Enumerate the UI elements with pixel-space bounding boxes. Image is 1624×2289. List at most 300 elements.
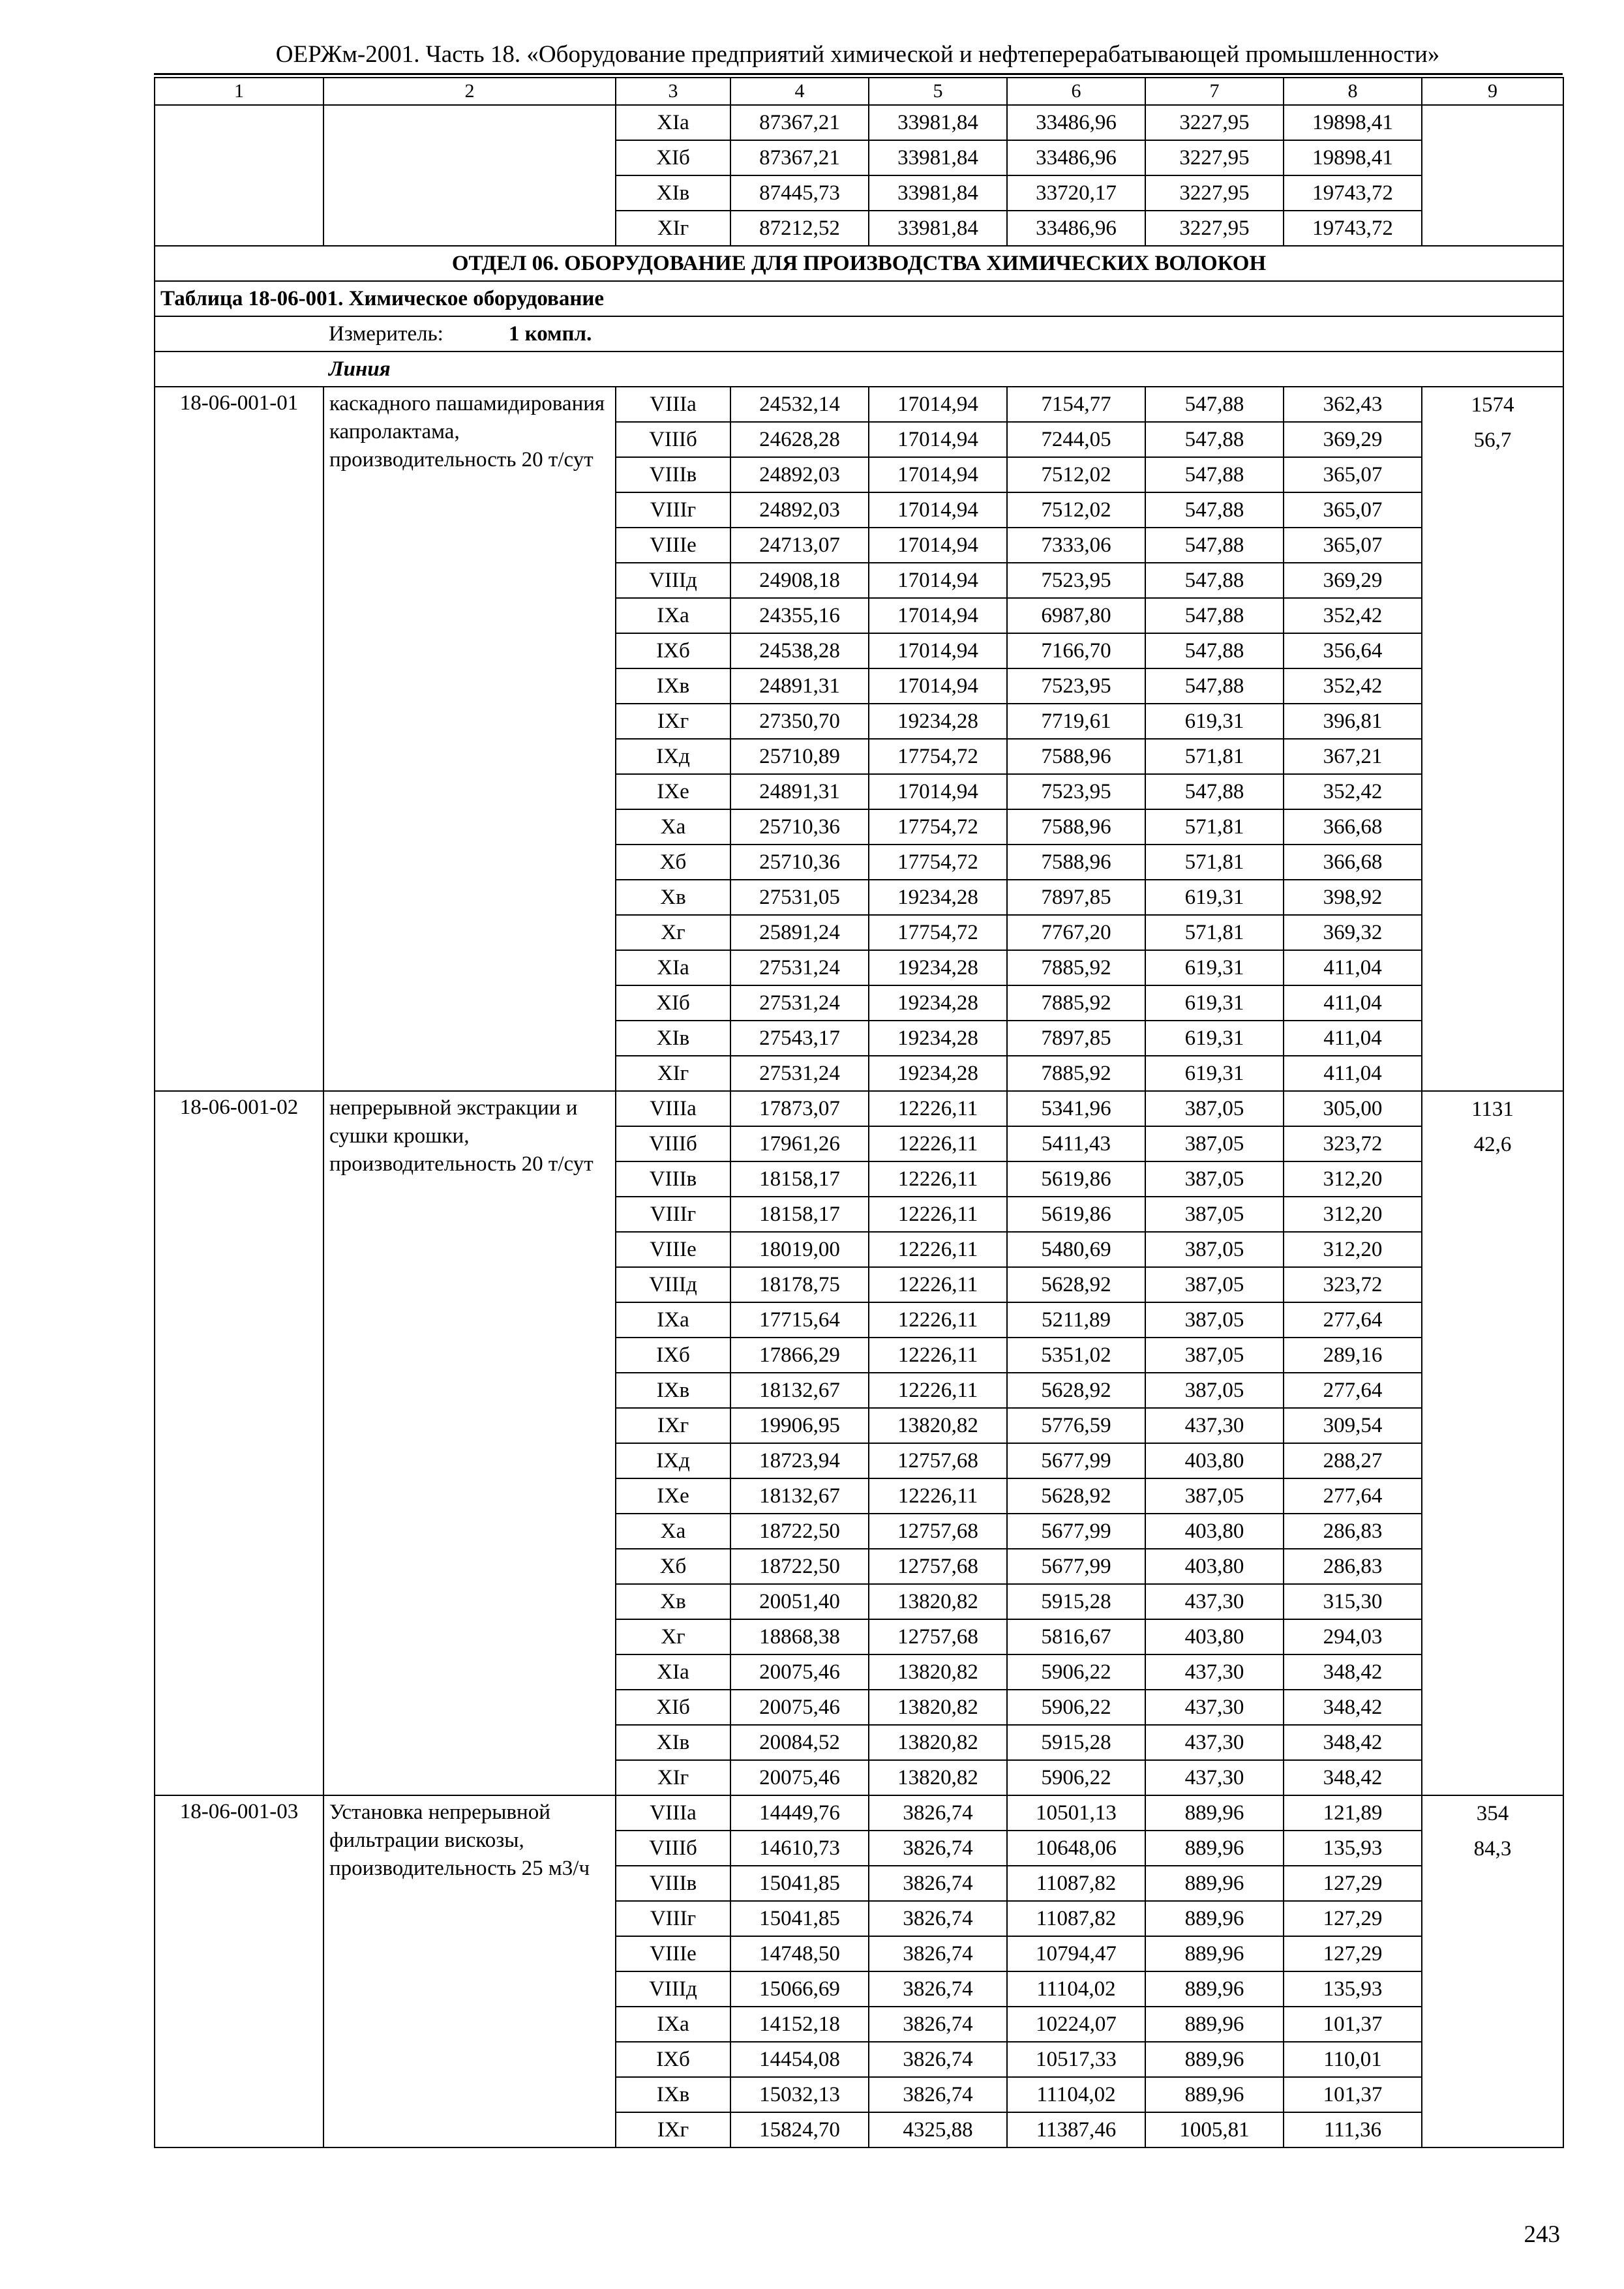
name-cell: непрерывной экстракции и сушки крошки, производительность 20 т/сут <box>323 1091 616 1795</box>
value-cell: 17754,72 <box>869 845 1007 880</box>
name-cell: каскадного пашамидирования капролактама, производительность 20 т/сут <box>323 387 616 1091</box>
value-cell: 889,96 <box>1145 2007 1284 2042</box>
region-cell: XIа <box>616 105 730 140</box>
value-cell: 312,20 <box>1284 1232 1422 1267</box>
value-cell: 398,92 <box>1284 880 1422 915</box>
value-cell: 547,88 <box>1145 563 1284 598</box>
value-cell: 5628,92 <box>1007 1478 1145 1514</box>
region-cell: VIIIб <box>616 1831 730 1866</box>
table-title-row <box>155 281 1563 316</box>
value-cell: 27531,24 <box>730 950 869 985</box>
value-cell: 3826,74 <box>869 1901 1007 1936</box>
extra-value: 56,7 <box>1473 428 1512 452</box>
column-number-cell: 8 <box>1284 78 1422 105</box>
value-cell: 619,31 <box>1145 1056 1284 1091</box>
name-cell <box>323 105 616 246</box>
value-cell: 25710,36 <box>730 809 869 845</box>
value-cell: 24891,31 <box>730 668 869 704</box>
value-cell: 571,81 <box>1145 739 1284 774</box>
region-cell: IXг <box>616 2112 730 2147</box>
value-cell: 3826,74 <box>869 2007 1007 2042</box>
value-cell: 25891,24 <box>730 915 869 950</box>
value-cell: 547,88 <box>1145 528 1284 563</box>
value-cell: 87367,21 <box>730 140 869 175</box>
value-cell: 5906,22 <box>1007 1690 1145 1725</box>
value-cell: 121,89 <box>1284 1795 1422 1831</box>
value-cell: 18132,67 <box>730 1373 869 1408</box>
value-cell: 7166,70 <box>1007 633 1145 668</box>
value-cell: 547,88 <box>1145 633 1284 668</box>
value-cell: 547,88 <box>1145 774 1284 809</box>
value-cell: 18722,50 <box>730 1514 869 1549</box>
value-cell: 13820,82 <box>869 1690 1007 1725</box>
value-cell: 11387,46 <box>1007 2112 1145 2147</box>
value-cell: 5411,43 <box>1007 1126 1145 1161</box>
line-label: Линия <box>329 357 391 381</box>
region-cell: IXа <box>616 598 730 633</box>
value-cell: 1005,81 <box>1145 2112 1284 2147</box>
value-cell: 17866,29 <box>730 1338 869 1373</box>
value-cell: 18722,50 <box>730 1549 869 1584</box>
region-cell: VIIIд <box>616 563 730 598</box>
value-cell: 14449,76 <box>730 1795 869 1831</box>
region-cell: VIIIг <box>616 492 730 528</box>
value-cell: 352,42 <box>1284 774 1422 809</box>
value-cell: 13820,82 <box>869 1654 1007 1690</box>
value-cell: 10794,47 <box>1007 1936 1145 1971</box>
value-cell: 305,00 <box>1284 1091 1422 1126</box>
value-cell: 619,31 <box>1145 880 1284 915</box>
value-cell: 14610,73 <box>730 1831 869 1866</box>
value-cell: 17014,94 <box>869 457 1007 492</box>
value-cell: 387,05 <box>1145 1478 1284 1514</box>
value-cell: 5341,96 <box>1007 1091 1145 1126</box>
value-cell: 33486,96 <box>1007 211 1145 246</box>
value-cell: 277,64 <box>1284 1373 1422 1408</box>
region-cell: VIIIб <box>616 422 730 457</box>
value-cell: 13820,82 <box>869 1725 1007 1760</box>
value-cell: 547,88 <box>1145 457 1284 492</box>
value-cell: 7588,96 <box>1007 809 1145 845</box>
value-cell: 619,31 <box>1145 950 1284 985</box>
value-cell: 889,96 <box>1145 2042 1284 2077</box>
value-cell: 437,30 <box>1145 1654 1284 1690</box>
value-cell: 87212,52 <box>730 211 869 246</box>
value-cell: 19743,72 <box>1284 211 1422 246</box>
value-cell: 5619,86 <box>1007 1161 1145 1197</box>
value-cell: 19234,28 <box>869 950 1007 985</box>
value-cell: 889,96 <box>1145 1831 1284 1866</box>
value-cell: 11087,82 <box>1007 1901 1145 1936</box>
value-cell: 7523,95 <box>1007 563 1145 598</box>
value-cell: 33486,96 <box>1007 105 1145 140</box>
value-cell: 5677,99 <box>1007 1514 1145 1549</box>
value-cell: 24892,03 <box>730 457 869 492</box>
value-cell: 20084,52 <box>730 1725 869 1760</box>
value-cell: 19234,28 <box>869 704 1007 739</box>
value-cell: 411,04 <box>1284 985 1422 1021</box>
value-cell: 127,29 <box>1284 1936 1422 1971</box>
value-cell: 387,05 <box>1145 1267 1284 1302</box>
value-cell: 17754,72 <box>869 915 1007 950</box>
value-cell: 5816,67 <box>1007 1619 1145 1654</box>
value-cell: 20075,46 <box>730 1654 869 1690</box>
value-cell: 18868,38 <box>730 1619 869 1654</box>
measure-value: 1 компл. <box>508 322 592 346</box>
extra-value: 354 <box>1476 1802 1509 1825</box>
value-cell: 352,42 <box>1284 668 1422 704</box>
value-cell: 25710,89 <box>730 739 869 774</box>
value-cell: 367,21 <box>1284 739 1422 774</box>
value-cell: 387,05 <box>1145 1197 1284 1232</box>
value-cell: 286,83 <box>1284 1514 1422 1549</box>
value-cell: 5677,99 <box>1007 1549 1145 1584</box>
value-cell: 403,80 <box>1145 1549 1284 1584</box>
value-cell: 571,81 <box>1145 809 1284 845</box>
value-cell: 27531,24 <box>730 1056 869 1091</box>
region-cell: IXг <box>616 704 730 739</box>
value-cell: 286,83 <box>1284 1549 1422 1584</box>
value-cell: 889,96 <box>1145 2077 1284 2112</box>
value-cell: 15066,69 <box>730 1971 869 2007</box>
value-cell: 12757,68 <box>869 1549 1007 1584</box>
value-cell: 10501,13 <box>1007 1795 1145 1831</box>
value-cell: 24628,28 <box>730 422 869 457</box>
value-cell: 33486,96 <box>1007 140 1145 175</box>
value-cell: 24891,31 <box>730 774 869 809</box>
value-cell: 12757,68 <box>869 1514 1007 1549</box>
value-cell: 10224,07 <box>1007 2007 1145 2042</box>
value-cell: 315,30 <box>1284 1584 1422 1619</box>
region-cell: IXд <box>616 739 730 774</box>
region-cell: Xб <box>616 845 730 880</box>
value-cell: 19898,41 <box>1284 105 1422 140</box>
region-cell: Xа <box>616 809 730 845</box>
measure-cell <box>155 316 1563 352</box>
region-cell: VIIIв <box>616 1161 730 1197</box>
column-number-cell: 6 <box>1007 78 1145 105</box>
value-cell: 33981,84 <box>869 175 1007 211</box>
region-cell: VIIIе <box>616 528 730 563</box>
value-cell: 19743,72 <box>1284 175 1422 211</box>
value-cell: 19898,41 <box>1284 140 1422 175</box>
region-cell: XIг <box>616 1760 730 1795</box>
value-cell: 889,96 <box>1145 1795 1284 1831</box>
value-cell: 7512,02 <box>1007 457 1145 492</box>
region-cell: Xа <box>616 1514 730 1549</box>
column-number-cell: 3 <box>616 78 730 105</box>
page-number: 243 <box>1524 2221 1560 2248</box>
table-row <box>155 1795 1563 1831</box>
section-row <box>155 246 1563 281</box>
value-cell: 10648,06 <box>1007 1831 1145 1866</box>
value-cell: 17014,94 <box>869 528 1007 563</box>
value-cell: 7897,85 <box>1007 1021 1145 1056</box>
value-cell: 12226,11 <box>869 1197 1007 1232</box>
value-cell: 17754,72 <box>869 739 1007 774</box>
value-cell: 12226,11 <box>869 1161 1007 1197</box>
region-cell: IXа <box>616 2007 730 2042</box>
value-cell: 4325,88 <box>869 2112 1007 2147</box>
value-cell: 3826,74 <box>869 2077 1007 2112</box>
region-cell: VIIIа <box>616 1091 730 1126</box>
value-cell: 571,81 <box>1145 915 1284 950</box>
column-number-cell: 9 <box>1422 78 1563 105</box>
value-cell: 7885,92 <box>1007 950 1145 985</box>
value-cell: 312,20 <box>1284 1161 1422 1197</box>
region-cell: IXв <box>616 1373 730 1408</box>
region-cell: VIIIд <box>616 1971 730 2007</box>
value-cell: 387,05 <box>1145 1373 1284 1408</box>
region-cell: VIIIд <box>616 1267 730 1302</box>
value-cell: 571,81 <box>1145 845 1284 880</box>
extra-cell <box>1422 1091 1563 1795</box>
value-cell: 3227,95 <box>1145 175 1284 211</box>
value-cell: 12226,11 <box>869 1232 1007 1267</box>
value-cell: 33981,84 <box>869 105 1007 140</box>
value-cell: 365,07 <box>1284 492 1422 528</box>
code-cell: 18-06-001-01 <box>155 387 323 1091</box>
value-cell: 5677,99 <box>1007 1443 1145 1478</box>
value-cell: 323,72 <box>1284 1126 1422 1161</box>
column-number-cell: 7 <box>1145 78 1284 105</box>
value-cell: 17014,94 <box>869 387 1007 422</box>
value-cell: 12226,11 <box>869 1338 1007 1373</box>
value-cell: 7719,61 <box>1007 704 1145 739</box>
value-cell: 12226,11 <box>869 1267 1007 1302</box>
value-cell: 12226,11 <box>869 1302 1007 1338</box>
value-cell: 277,64 <box>1284 1302 1422 1338</box>
value-cell: 547,88 <box>1145 668 1284 704</box>
value-cell: 111,36 <box>1284 2112 1422 2147</box>
value-cell: 7523,95 <box>1007 774 1145 809</box>
value-cell: 15041,85 <box>730 1901 869 1936</box>
value-cell: 13820,82 <box>869 1584 1007 1619</box>
value-cell: 547,88 <box>1145 422 1284 457</box>
value-cell: 7523,95 <box>1007 668 1145 704</box>
region-cell: XIа <box>616 1654 730 1690</box>
value-cell: 19234,28 <box>869 1056 1007 1091</box>
value-cell: 27531,24 <box>730 985 869 1021</box>
value-cell: 366,68 <box>1284 845 1422 880</box>
value-cell: 17014,94 <box>869 563 1007 598</box>
extra-value: 1574 <box>1471 393 1514 417</box>
value-cell: 356,64 <box>1284 633 1422 668</box>
value-cell: 27531,05 <box>730 880 869 915</box>
extra-value: 1131 <box>1471 1098 1514 1121</box>
region-cell: IXа <box>616 1302 730 1338</box>
value-cell: 18019,00 <box>730 1232 869 1267</box>
value-cell: 110,01 <box>1284 2042 1422 2077</box>
value-cell: 289,16 <box>1284 1338 1422 1373</box>
value-cell: 11104,02 <box>1007 2077 1145 2112</box>
value-cell: 547,88 <box>1145 387 1284 422</box>
region-cell: XIа <box>616 950 730 985</box>
value-cell: 5915,28 <box>1007 1584 1145 1619</box>
region-cell: VIIIа <box>616 387 730 422</box>
region-cell: VIIIа <box>616 1795 730 1831</box>
value-cell: 15032,13 <box>730 2077 869 2112</box>
value-cell: 387,05 <box>1145 1232 1284 1267</box>
region-cell: IXд <box>616 1443 730 1478</box>
value-cell: 3826,74 <box>869 1971 1007 2007</box>
value-cell: 365,07 <box>1284 528 1422 563</box>
value-cell: 33981,84 <box>869 140 1007 175</box>
value-cell: 369,32 <box>1284 915 1422 950</box>
value-cell: 20075,46 <box>730 1690 869 1725</box>
region-cell: IXе <box>616 1478 730 1514</box>
value-cell: 3826,74 <box>869 1936 1007 1971</box>
value-cell: 7767,20 <box>1007 915 1145 950</box>
value-cell: 3826,74 <box>869 2042 1007 2077</box>
value-cell: 437,30 <box>1145 1690 1284 1725</box>
value-cell: 5628,92 <box>1007 1267 1145 1302</box>
region-cell: XIв <box>616 1725 730 1760</box>
value-cell: 20075,46 <box>730 1760 869 1795</box>
table-title: Таблица 18-06-001. Химическое оборудование <box>155 281 1563 316</box>
value-cell: 3826,74 <box>869 1795 1007 1831</box>
extra-cell <box>1422 105 1563 246</box>
value-cell: 323,72 <box>1284 1267 1422 1302</box>
value-cell: 17873,07 <box>730 1091 869 1126</box>
value-cell: 18178,75 <box>730 1267 869 1302</box>
value-cell: 11087,82 <box>1007 1866 1145 1901</box>
value-cell: 7512,02 <box>1007 492 1145 528</box>
value-cell: 5211,89 <box>1007 1302 1145 1338</box>
region-cell: XIв <box>616 1021 730 1056</box>
value-cell: 14454,08 <box>730 2042 869 2077</box>
value-cell: 7244,05 <box>1007 422 1145 457</box>
region-cell: XIб <box>616 140 730 175</box>
value-cell: 27543,17 <box>730 1021 869 1056</box>
value-cell: 411,04 <box>1284 1021 1422 1056</box>
value-cell: 619,31 <box>1145 1021 1284 1056</box>
value-cell: 5628,92 <box>1007 1373 1145 1408</box>
value-cell: 13820,82 <box>869 1760 1007 1795</box>
region-cell: Xб <box>616 1549 730 1584</box>
value-cell: 14152,18 <box>730 2007 869 2042</box>
value-cell: 362,43 <box>1284 387 1422 422</box>
region-cell: VIIIб <box>616 1126 730 1161</box>
value-cell: 33981,84 <box>869 211 1007 246</box>
value-cell: 348,42 <box>1284 1725 1422 1760</box>
value-cell: 387,05 <box>1145 1161 1284 1197</box>
region-cell: XIг <box>616 211 730 246</box>
measure-label: Измеритель: <box>329 322 444 346</box>
code-cell: 18-06-001-02 <box>155 1091 323 1795</box>
value-cell: 135,93 <box>1284 1831 1422 1866</box>
value-cell: 7885,92 <box>1007 985 1145 1021</box>
extra-cell <box>1422 387 1563 1091</box>
value-cell: 25710,36 <box>730 845 869 880</box>
value-cell: 387,05 <box>1145 1302 1284 1338</box>
measure-row <box>155 316 1563 352</box>
value-cell: 3826,74 <box>869 1831 1007 1866</box>
value-cell: 17014,94 <box>869 492 1007 528</box>
value-cell: 17715,64 <box>730 1302 869 1338</box>
value-cell: 387,05 <box>1145 1338 1284 1373</box>
value-cell: 547,88 <box>1145 598 1284 633</box>
value-cell: 101,37 <box>1284 2077 1422 2112</box>
value-cell: 3227,95 <box>1145 211 1284 246</box>
value-cell: 19234,28 <box>869 985 1007 1021</box>
region-cell: IXб <box>616 1338 730 1373</box>
value-cell: 294,03 <box>1284 1619 1422 1654</box>
region-cell: VIIIг <box>616 1901 730 1936</box>
value-cell: 17014,94 <box>869 774 1007 809</box>
value-cell: 14748,50 <box>730 1936 869 1971</box>
region-cell: VIIIе <box>616 1232 730 1267</box>
value-cell: 5619,86 <box>1007 1197 1145 1232</box>
region-cell: Xг <box>616 915 730 950</box>
value-cell: 7588,96 <box>1007 845 1145 880</box>
value-cell: 369,29 <box>1284 422 1422 457</box>
value-cell: 12226,11 <box>869 1478 1007 1514</box>
region-cell: XIб <box>616 1690 730 1725</box>
region-cell: Xв <box>616 1584 730 1619</box>
value-cell: 5480,69 <box>1007 1232 1145 1267</box>
value-cell: 7154,77 <box>1007 387 1145 422</box>
value-cell: 277,64 <box>1284 1478 1422 1514</box>
region-cell: XIб <box>616 985 730 1021</box>
value-cell: 13820,82 <box>869 1408 1007 1443</box>
region-cell: VIIIв <box>616 1866 730 1901</box>
value-cell: 403,80 <box>1145 1514 1284 1549</box>
value-cell: 12226,11 <box>869 1091 1007 1126</box>
table-body <box>155 78 1563 2147</box>
region-cell: IXе <box>616 774 730 809</box>
region-cell: IXг <box>616 1408 730 1443</box>
value-cell: 127,29 <box>1284 1901 1422 1936</box>
region-cell: XIг <box>616 1056 730 1091</box>
page-header: ОЕРЖм-2001. Часть 18. «Оборудование предприятий химической и нефтеперерабатывающей промышленности» <box>275 41 1440 68</box>
value-cell: 5915,28 <box>1007 1725 1145 1760</box>
value-cell: 6987,80 <box>1007 598 1145 633</box>
region-cell: VIIIг <box>616 1197 730 1232</box>
value-cell: 3227,95 <box>1145 105 1284 140</box>
value-cell: 889,96 <box>1145 1866 1284 1901</box>
value-cell: 87367,21 <box>730 105 869 140</box>
value-cell: 5776,59 <box>1007 1408 1145 1443</box>
value-cell: 5351,02 <box>1007 1338 1145 1373</box>
value-cell: 15824,70 <box>730 2112 869 2147</box>
region-cell: Xг <box>616 1619 730 1654</box>
value-cell: 127,29 <box>1284 1866 1422 1901</box>
value-cell: 12757,68 <box>869 1443 1007 1478</box>
value-cell: 17754,72 <box>869 809 1007 845</box>
value-cell: 437,30 <box>1145 1584 1284 1619</box>
extra-value: 84,3 <box>1473 1837 1512 1861</box>
value-cell: 20051,40 <box>730 1584 869 1619</box>
column-number-cell: 2 <box>323 78 616 105</box>
value-cell: 19234,28 <box>869 880 1007 915</box>
value-cell: 411,04 <box>1284 950 1422 985</box>
value-cell: 369,29 <box>1284 563 1422 598</box>
value-cell: 11104,02 <box>1007 1971 1145 2007</box>
value-cell: 288,27 <box>1284 1443 1422 1478</box>
table-row <box>155 387 1563 422</box>
value-cell: 24532,14 <box>730 387 869 422</box>
value-cell: 18723,94 <box>730 1443 869 1478</box>
region-cell: IXб <box>616 633 730 668</box>
value-cell: 24538,28 <box>730 633 869 668</box>
value-cell: 312,20 <box>1284 1197 1422 1232</box>
value-cell: 309,54 <box>1284 1408 1422 1443</box>
table-row <box>155 1091 1563 1126</box>
value-cell: 10517,33 <box>1007 2042 1145 2077</box>
value-cell: 33720,17 <box>1007 175 1145 211</box>
value-cell: 437,30 <box>1145 1725 1284 1760</box>
